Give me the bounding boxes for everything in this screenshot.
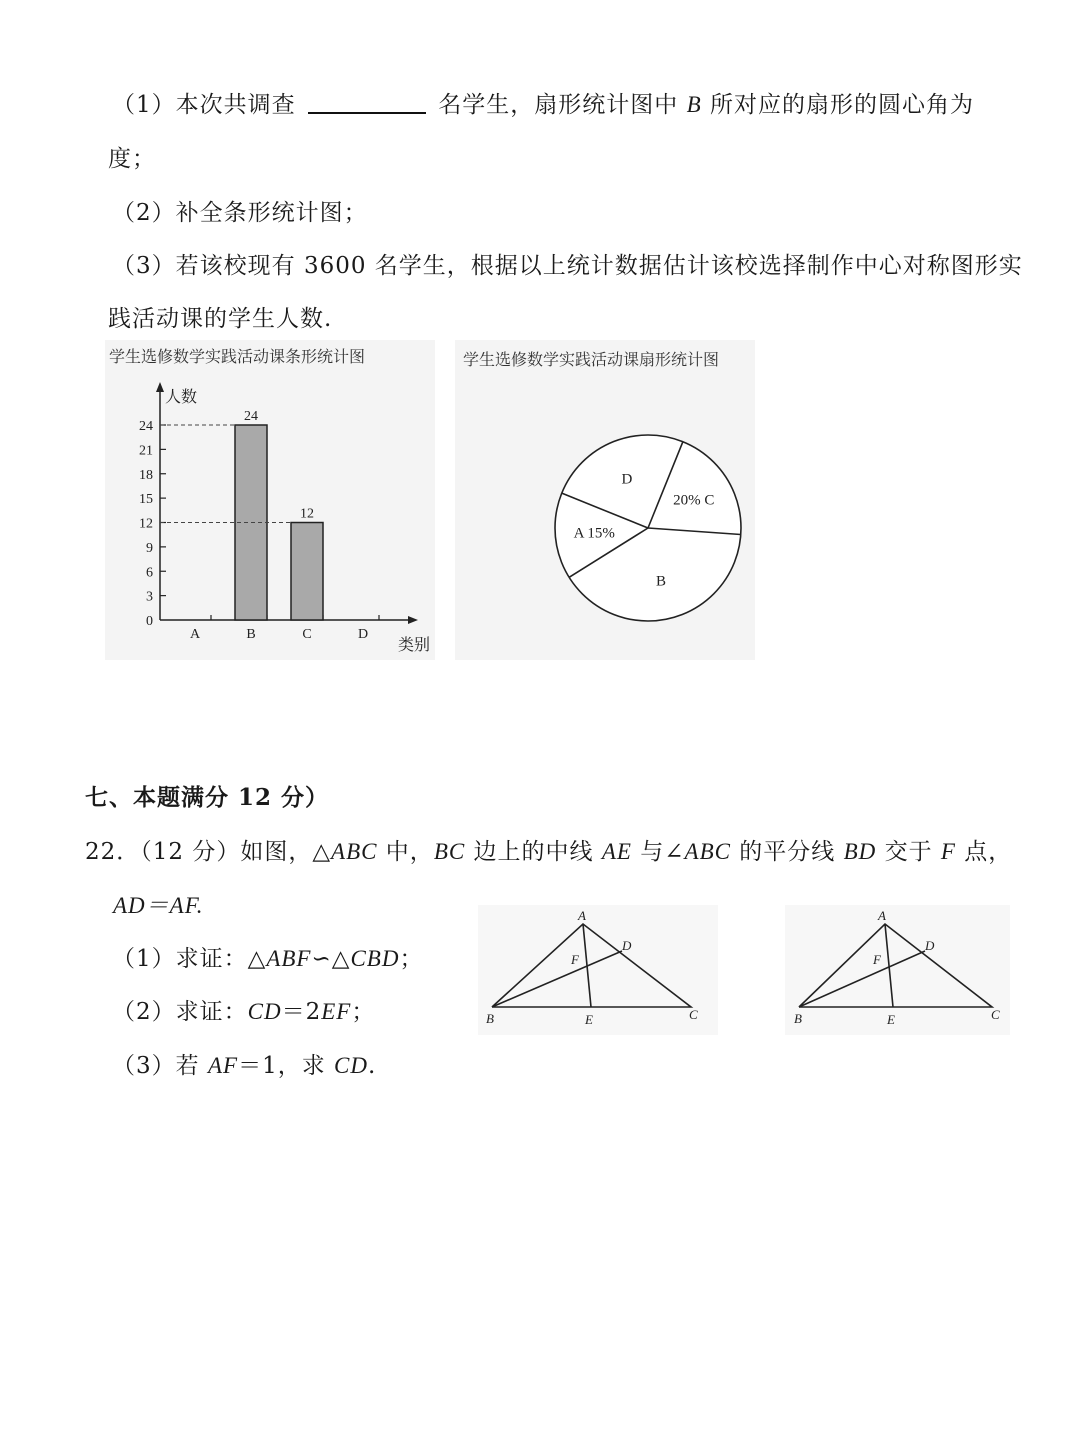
- label-c: C: [991, 1007, 1000, 1022]
- q22-s3-c: ＝1，求: [238, 1053, 335, 1079]
- q22-s3-b: AF: [207, 1053, 239, 1078]
- q22-sub1: [112, 940, 423, 973]
- label-c: C: [689, 1007, 698, 1022]
- q22-s3-a: （3）若: [112, 1053, 208, 1079]
- y-tick-label: 24: [139, 419, 153, 434]
- q21-part1-cont: 度；: [108, 146, 156, 172]
- x-tick-label: B: [246, 627, 256, 642]
- bar-value-label: 12: [300, 506, 314, 522]
- q22-s1-c: ∽△: [311, 946, 351, 972]
- y-tick-label: 3: [146, 589, 153, 605]
- section-heading: 七、本题满分 12 分）: [85, 784, 330, 811]
- y-tick-label: 9: [146, 540, 153, 556]
- q22-t7: 与∠: [631, 839, 685, 865]
- label-b: B: [486, 1011, 494, 1026]
- x-axis-label: 类别: [398, 637, 431, 654]
- slice-label-C: 20% C: [673, 492, 715, 509]
- triangle-figure-2: [785, 905, 1010, 1035]
- label-e: E: [585, 1012, 593, 1027]
- q22-line2: AD＝AF.: [113, 893, 204, 918]
- q22-t11: 交于: [876, 839, 941, 865]
- q22-t5: 边上的中线: [465, 839, 602, 865]
- q21-part1-text-b: 名学生，扇形统计图中: [438, 92, 679, 118]
- q21-part2: （2）补全条形统计图；: [112, 200, 368, 226]
- x-tick-label: D: [357, 627, 369, 642]
- bar-chart-title: 学生选修数学实践活动课条形统计图: [109, 349, 366, 366]
- q22-s1-a: （1）求证：△: [112, 946, 267, 972]
- answer-blank: [308, 90, 426, 114]
- slice-label-D: D: [621, 471, 633, 488]
- q22-t10: BD: [843, 839, 877, 864]
- q22-s3-d: CD: [334, 1053, 368, 1078]
- q22-line1: [85, 833, 1012, 866]
- bar-chart: [105, 340, 435, 660]
- figure-background: [785, 905, 1010, 1035]
- q22-s2-b: CD: [247, 999, 282, 1024]
- q22-t3: 中，: [377, 839, 434, 865]
- q22-s1-b: ABF: [266, 946, 312, 971]
- q22-t2: ABC: [331, 839, 378, 864]
- figure-background: [478, 905, 718, 1035]
- y-tick-label: 18: [139, 467, 153, 483]
- q22-t12: F: [940, 839, 956, 864]
- q21-part1-text-a: （1）本次共调查: [112, 92, 296, 118]
- y-tick-label: 6: [146, 565, 153, 581]
- label-f: F: [571, 952, 579, 967]
- y-tick-label: 12: [139, 516, 153, 532]
- y-axis-label: 人数: [165, 389, 198, 406]
- q22-sub3: [112, 1047, 376, 1080]
- q22-s2-e: ；: [351, 999, 376, 1025]
- triangle-figure-1: [478, 905, 718, 1035]
- y-tick-label: 0: [146, 614, 153, 629]
- q22-sub2: [112, 993, 375, 1026]
- q22-t4: BC: [433, 839, 466, 864]
- y-tick-label: 15: [139, 492, 153, 508]
- label-e: E: [887, 1012, 895, 1027]
- q21-part3-line2: 践活动课的学生人数.: [108, 306, 333, 332]
- q21-part1-text-c: 所对应的扇形的圆心角为: [709, 92, 974, 118]
- q22-s3-e: .: [367, 1053, 377, 1079]
- q22-s1-e: ；: [399, 946, 424, 972]
- label-d: D: [925, 938, 935, 953]
- q21-part1-var: B: [686, 92, 702, 117]
- pie-chart: [455, 340, 755, 660]
- label-a: A: [578, 908, 586, 923]
- bar-value-label: 24: [244, 409, 258, 424]
- q22-t13: 点，: [955, 839, 1013, 865]
- q22-number: 22．: [85, 839, 141, 865]
- bar-C: [291, 523, 323, 621]
- q22-t8: ABC: [684, 839, 731, 864]
- q22-s2-c: ＝2: [281, 999, 322, 1025]
- label-d: D: [622, 938, 632, 953]
- slice-label-A: A 15%: [573, 525, 615, 542]
- q22-t6: AE: [601, 839, 632, 864]
- q21-part3-line1: （3）若该校现有 3600 名学生，根据以上统计数据估计该校选择制作中心对称图形实: [112, 253, 1023, 279]
- x-tick-label: A: [189, 627, 201, 642]
- label-a: A: [878, 908, 886, 923]
- bar-chart-background: [105, 340, 435, 660]
- q22-s1-d: CBD: [350, 946, 400, 971]
- q21-part1-line: [112, 86, 974, 119]
- label-b: B: [794, 1011, 802, 1026]
- slice-label-B: B: [656, 573, 667, 590]
- q22-t9: 的平分线: [730, 839, 844, 865]
- pie-chart-title: 学生选修数学实践活动课扇形统计图: [463, 352, 720, 369]
- q22-s2-d: EF: [321, 999, 352, 1024]
- label-f: F: [873, 952, 881, 967]
- q22-t1: （12 分）如图，△: [140, 839, 332, 865]
- q22-s2-a: （2）求证：: [112, 999, 248, 1025]
- y-tick-label: 21: [139, 443, 153, 459]
- x-tick-label: C: [302, 627, 312, 642]
